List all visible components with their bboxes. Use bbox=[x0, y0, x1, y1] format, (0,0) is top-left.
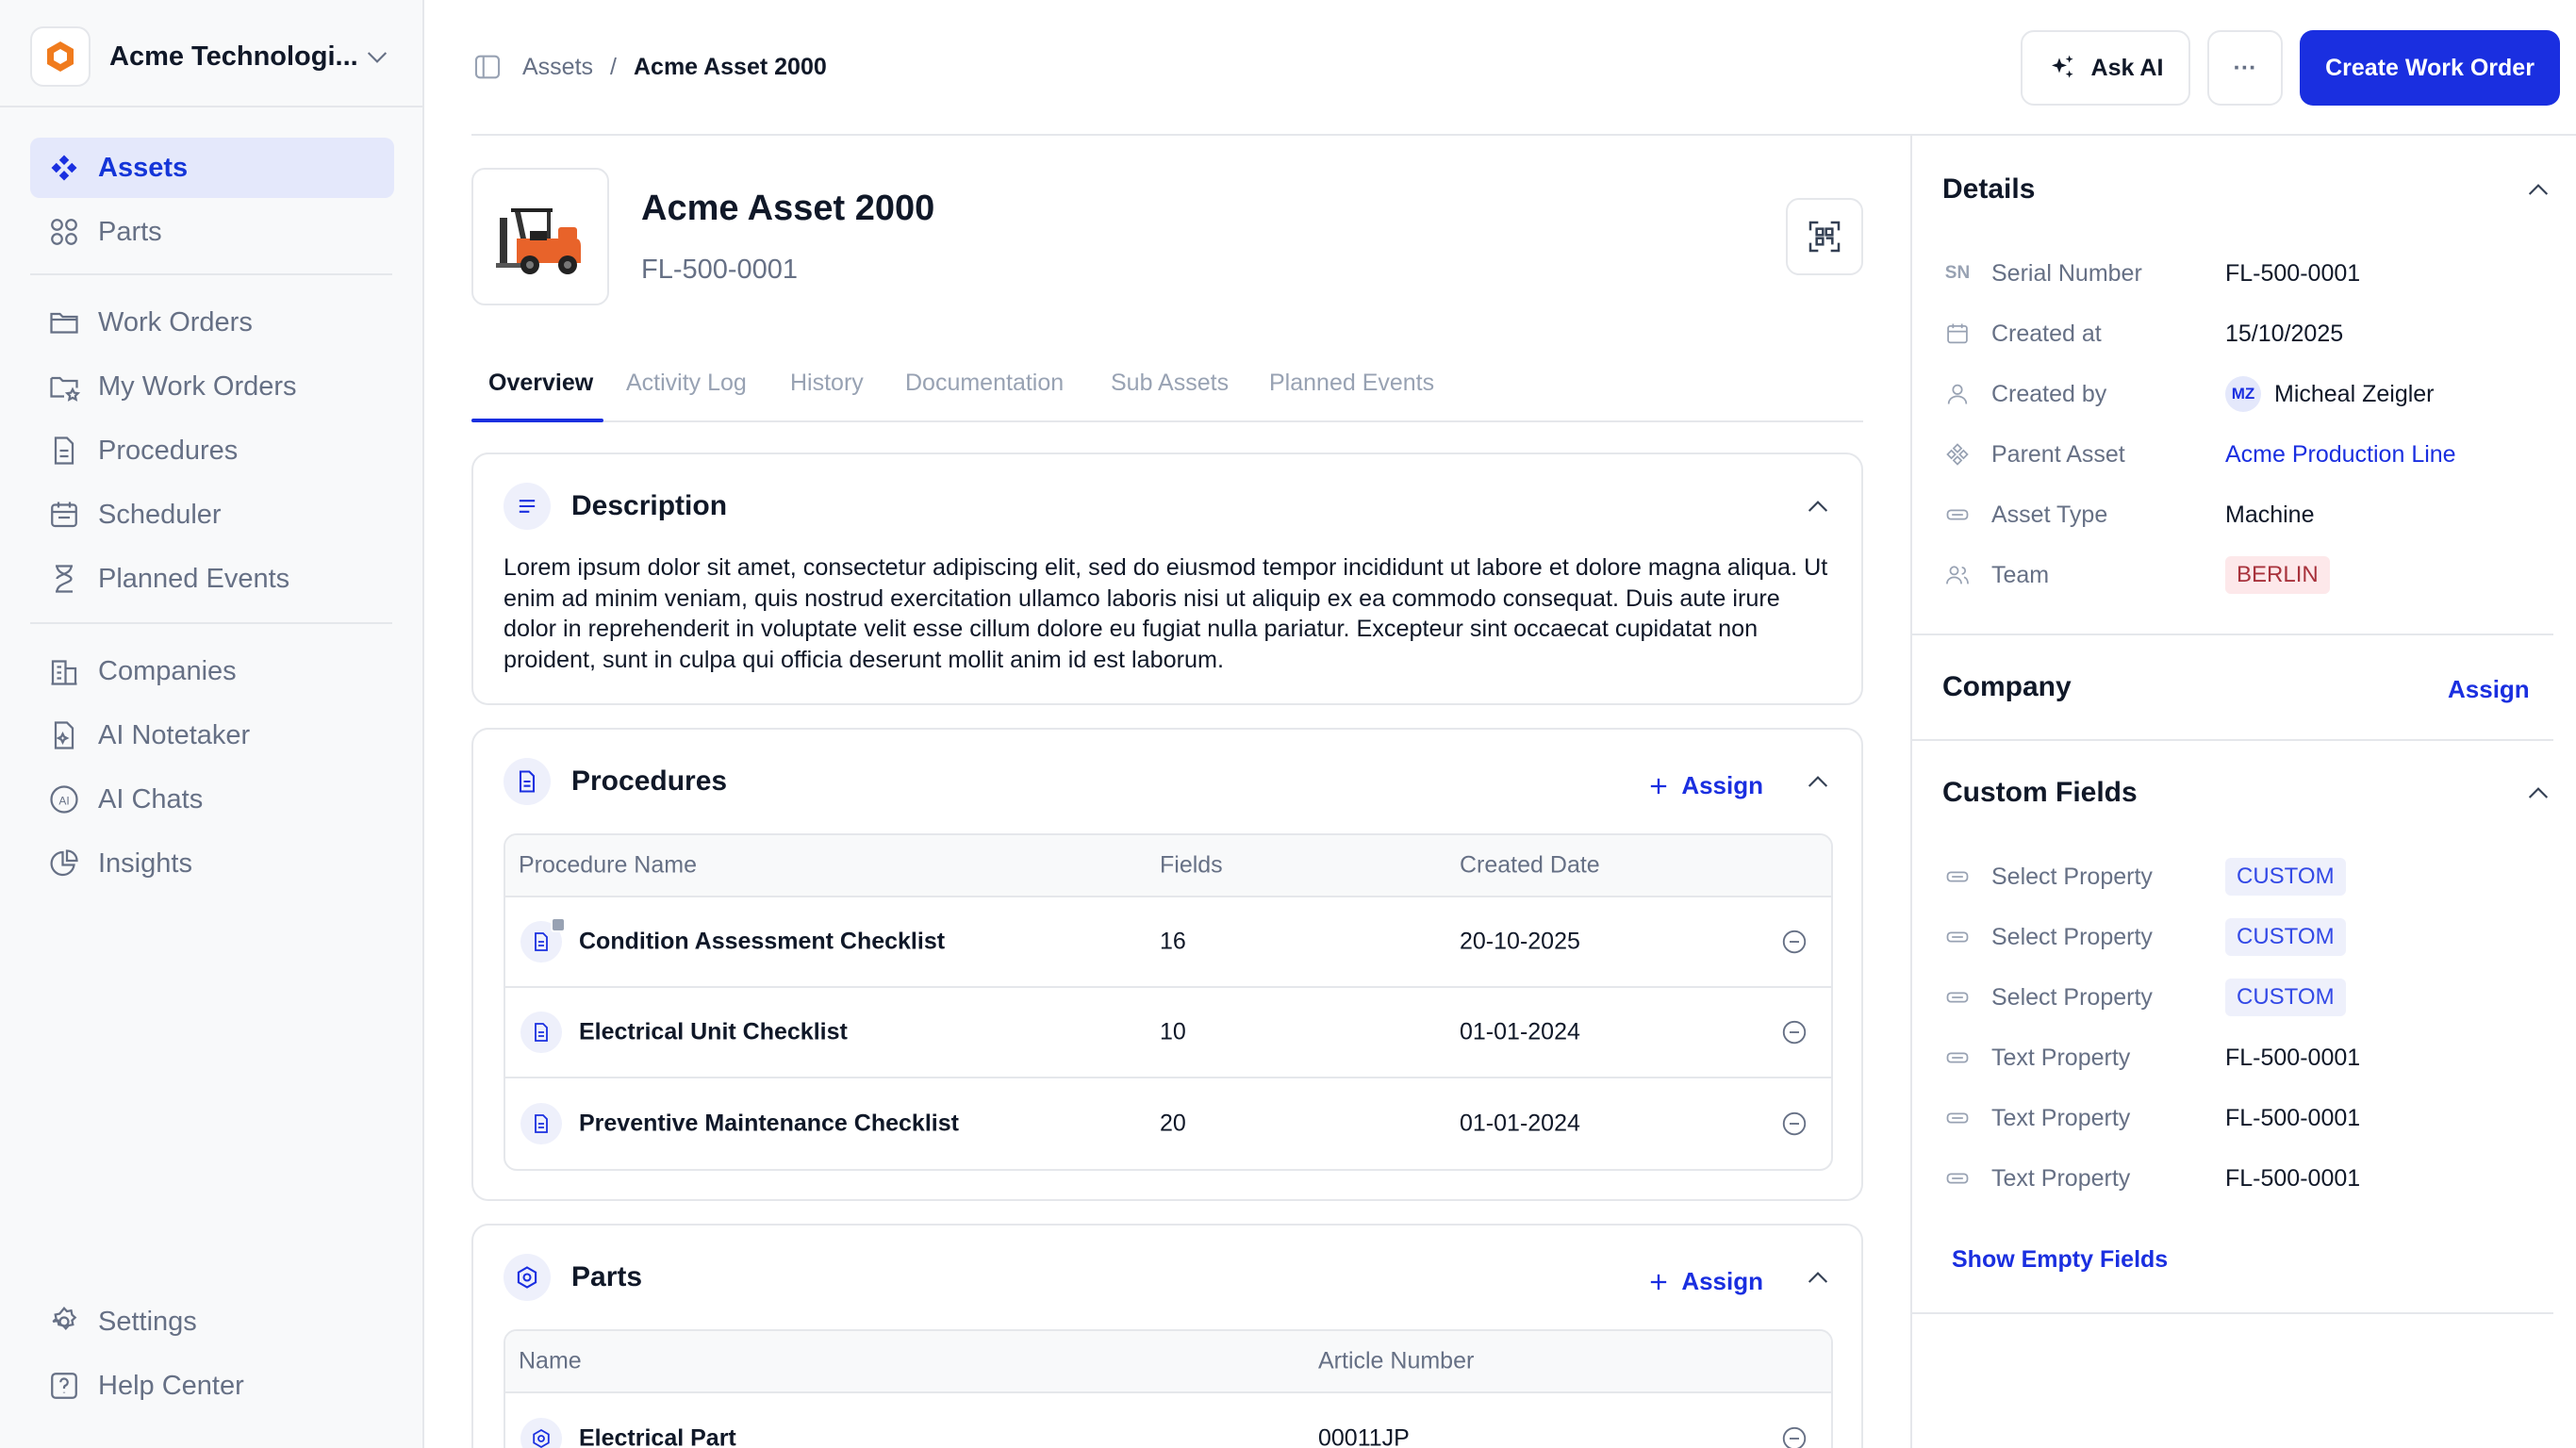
header-divider bbox=[471, 134, 1914, 136]
detail-team bbox=[1942, 556, 2546, 594]
breadcrumb bbox=[471, 51, 827, 83]
tab-bar bbox=[471, 358, 1863, 422]
detail-created-by bbox=[1942, 375, 2546, 413]
table-row[interactable] bbox=[505, 1078, 1831, 1169]
sidebar-item-label: Procedures bbox=[98, 435, 239, 466]
detail-label: Created by bbox=[1991, 380, 2107, 407]
remove-circle-icon[interactable] bbox=[1780, 1018, 1808, 1046]
custom-field-row bbox=[1942, 979, 2546, 1016]
more-options-button[interactable] bbox=[2207, 30, 2283, 106]
parts-icon bbox=[47, 215, 81, 249]
sidebar-item-companies[interactable] bbox=[30, 641, 394, 701]
breadcrumb-current: Acme Asset 2000 bbox=[633, 53, 827, 80]
tab-planned-events[interactable]: Planned Events bbox=[1269, 370, 1435, 396]
procedure-name: Condition Assessment Checklist bbox=[579, 928, 946, 955]
remove-circle-icon[interactable] bbox=[1780, 1424, 1808, 1448]
parts-header bbox=[504, 1254, 642, 1301]
more-icon: ··· bbox=[2233, 54, 2257, 81]
company-logo bbox=[30, 26, 91, 87]
table-row[interactable] bbox=[505, 897, 1831, 988]
tab-history[interactable]: History bbox=[790, 370, 864, 396]
column-article-number: Article Number bbox=[1318, 1347, 1475, 1374]
procedure-icon-wrap bbox=[520, 921, 562, 963]
top-bar bbox=[471, 0, 2576, 136]
detail-value[interactable]: Micheal Zeigler bbox=[2274, 380, 2435, 407]
text-lines-icon bbox=[514, 493, 540, 519]
team-icon bbox=[1942, 562, 1973, 588]
svg-text:AI: AI bbox=[58, 794, 70, 808]
column-fields: Fields bbox=[1160, 851, 1223, 879]
badge-dot-icon bbox=[551, 917, 566, 932]
custom-field-value: FL-500-0001 bbox=[2225, 1104, 2361, 1131]
document-icon bbox=[530, 1021, 553, 1044]
tag-icon bbox=[1942, 1105, 1973, 1131]
custom-field-row bbox=[1942, 1160, 2546, 1197]
team-badge: BERLIN bbox=[2225, 556, 2330, 594]
breadcrumb-assets[interactable]: Assets bbox=[522, 53, 594, 80]
sidebar-item-label: Companies bbox=[98, 655, 237, 686]
part-icon-wrap bbox=[520, 1418, 562, 1448]
procedure-name: Electrical Unit Checklist bbox=[579, 1018, 848, 1045]
tab-overview[interactable]: Overview bbox=[488, 370, 594, 396]
qr-code-button[interactable] bbox=[1786, 198, 1863, 275]
tab-documentation[interactable]: Documentation bbox=[905, 370, 1065, 396]
description-title: Description bbox=[571, 490, 728, 521]
assets-icon bbox=[47, 151, 81, 185]
panel-divider bbox=[1912, 1312, 2553, 1314]
parts-card bbox=[471, 1224, 1863, 1448]
plus-icon bbox=[1645, 1269, 1672, 1295]
table-row[interactable] bbox=[505, 988, 1831, 1078]
procedure-icon-wrap bbox=[520, 1012, 562, 1053]
sparkle-icon bbox=[2048, 53, 2078, 83]
hourglass-icon bbox=[47, 562, 81, 596]
tag-icon bbox=[1942, 1045, 1973, 1071]
forklift-icon bbox=[488, 189, 592, 284]
sidebar-divider bbox=[30, 622, 392, 624]
procedure-fields: 16 bbox=[1160, 928, 1186, 955]
asset-title: Acme Asset 2000 bbox=[641, 189, 935, 228]
procedures-icon-wrap bbox=[504, 758, 551, 805]
document-icon bbox=[47, 434, 81, 468]
custom-field-chip: CUSTOM bbox=[2225, 858, 2346, 896]
parts-table bbox=[504, 1329, 1833, 1448]
document-icon bbox=[530, 930, 553, 953]
detail-label: Team bbox=[1991, 561, 2050, 588]
asset-image bbox=[471, 168, 609, 305]
help-icon bbox=[47, 1369, 81, 1403]
parent-asset-link[interactable]: Acme Production Line bbox=[2225, 440, 2456, 468]
custom-field-value: FL-500-0001 bbox=[2225, 1044, 2361, 1071]
custom-field-label: Text Property bbox=[1991, 1104, 2131, 1131]
sidebar-item-my-work-orders[interactable] bbox=[30, 356, 394, 417]
sidebar-item-insights[interactable] bbox=[30, 833, 394, 894]
procedure-fields: 20 bbox=[1160, 1110, 1186, 1137]
table-header bbox=[505, 835, 1831, 897]
sidebar-item-label: AI Notetaker bbox=[98, 719, 251, 750]
sidebar-item-label: Scheduler bbox=[98, 499, 222, 530]
procedure-name: Preventive Maintenance Checklist bbox=[579, 1110, 959, 1137]
collapse-chevron-up-icon[interactable] bbox=[2523, 779, 2553, 809]
detail-value: FL-500-0001 bbox=[2225, 259, 2361, 287]
sidebar-item-scheduler[interactable] bbox=[30, 485, 394, 545]
collapse-chevron-up-icon[interactable] bbox=[2523, 175, 2553, 206]
custom-field-label: Select Property bbox=[1991, 923, 2153, 950]
procedures-assign-button[interactable] bbox=[1645, 771, 1763, 800]
tag-icon bbox=[1942, 984, 1973, 1011]
tag-icon bbox=[1942, 924, 1973, 950]
sidebar-item-assets[interactable] bbox=[30, 138, 394, 198]
qr-code-icon bbox=[1806, 218, 1843, 255]
asset-header bbox=[471, 168, 1863, 307]
show-empty-fields-link[interactable]: Show Empty Fields bbox=[1952, 1246, 2169, 1273]
sidebar-item-help-center[interactable] bbox=[30, 1356, 394, 1416]
sn-icon: SN bbox=[1944, 263, 1971, 283]
custom-field-chip: CUSTOM bbox=[2225, 979, 2346, 1016]
sidebar-item-label: Work Orders bbox=[98, 306, 253, 337]
calendar-icon bbox=[47, 498, 81, 532]
detail-label: Asset Type bbox=[1991, 501, 2108, 528]
sidebar-item-label: Assets bbox=[98, 152, 189, 183]
create-work-order-button[interactable] bbox=[2300, 30, 2560, 106]
sidebar-item-label: Planned Events bbox=[98, 563, 290, 594]
tag-icon bbox=[1942, 1165, 1973, 1192]
table-row[interactable] bbox=[505, 1393, 1831, 1448]
tag-icon bbox=[1942, 864, 1973, 890]
collapse-chevron-up-icon[interactable] bbox=[1803, 492, 1833, 522]
parts-icon-wrap bbox=[504, 1254, 551, 1301]
procedure-date: 20-10-2025 bbox=[1460, 928, 1580, 955]
custom-field-row bbox=[1942, 1039, 2546, 1077]
custom-fields-title: Custom Fields bbox=[1942, 777, 2138, 808]
sidebar-item-parts[interactable] bbox=[30, 202, 394, 262]
table-header bbox=[505, 1331, 1831, 1393]
panel-divider bbox=[1912, 634, 2553, 635]
detail-serial-number bbox=[1942, 255, 2546, 292]
custom-field-label: Select Property bbox=[1991, 863, 2153, 890]
folder-icon bbox=[47, 305, 81, 339]
sidebar bbox=[0, 0, 424, 1448]
details-title: Details bbox=[1942, 173, 2036, 205]
sidebar-item-procedures[interactable] bbox=[30, 420, 394, 481]
column-procedure-name: Procedure Name bbox=[519, 851, 697, 879]
calendar-icon bbox=[1942, 321, 1973, 347]
sidebar-divider bbox=[30, 273, 392, 275]
company-assign-button[interactable]: Assign bbox=[2448, 675, 2530, 703]
procedure-date: 01-01-2024 bbox=[1460, 1018, 1580, 1045]
company-name: Acme Technologi... bbox=[109, 41, 358, 72]
procedures-card bbox=[471, 728, 1863, 1201]
sidebar-item-work-orders[interactable] bbox=[30, 292, 394, 353]
active-tab-indicator bbox=[471, 419, 603, 422]
description-card bbox=[471, 452, 1863, 705]
ai-note-icon bbox=[47, 718, 81, 752]
procedure-fields: 10 bbox=[1160, 1018, 1186, 1045]
gear-icon bbox=[47, 1305, 81, 1339]
procedures-title: Procedures bbox=[571, 765, 728, 797]
ask-ai-label: Ask AI bbox=[2090, 54, 2164, 81]
breadcrumb-separator: / bbox=[610, 53, 617, 80]
custom-field-label: Text Property bbox=[1991, 1044, 2131, 1071]
sidebar-item-settings[interactable] bbox=[30, 1292, 394, 1352]
sidebar-item-label: My Work Orders bbox=[98, 370, 297, 402]
custom-field-row bbox=[1942, 858, 2546, 896]
procedure-date: 01-01-2024 bbox=[1460, 1110, 1580, 1137]
chevron-down-icon bbox=[362, 41, 392, 72]
custom-field-label: Select Property bbox=[1991, 983, 2153, 1011]
sidebar-item-ai-notetaker[interactable] bbox=[30, 705, 394, 765]
custom-field-row bbox=[1942, 1099, 2546, 1137]
custom-field-label: Text Property bbox=[1991, 1164, 2131, 1192]
asset-code: FL-500-0001 bbox=[641, 255, 799, 285]
detail-created-at bbox=[1942, 315, 2546, 353]
details-panel bbox=[1910, 134, 2576, 1448]
tab-activity-log[interactable]: Activity Log bbox=[626, 370, 747, 396]
detail-label: Serial Number bbox=[1991, 259, 2142, 287]
create-work-order-label: Create Work Order bbox=[2325, 54, 2535, 81]
tag-icon bbox=[1942, 502, 1973, 528]
sidebar-item-label: Insights bbox=[98, 847, 192, 879]
part-article-number: 00011JP bbox=[1318, 1424, 1410, 1448]
document-icon bbox=[530, 1112, 553, 1135]
hexagon-part-icon bbox=[514, 1264, 540, 1291]
part-name: Electrical Part bbox=[579, 1424, 736, 1448]
sidebar-divider bbox=[0, 106, 422, 107]
detail-value: Machine bbox=[2225, 501, 2315, 528]
folder-star-icon bbox=[47, 370, 81, 403]
remove-circle-icon[interactable] bbox=[1780, 928, 1808, 956]
column-created-date: Created Date bbox=[1460, 851, 1600, 879]
sidebar-item-planned-events[interactable] bbox=[30, 549, 394, 609]
custom-field-row bbox=[1942, 918, 2546, 956]
detail-label: Created at bbox=[1991, 320, 2102, 347]
document-icon bbox=[514, 768, 540, 795]
collapse-chevron-up-icon[interactable] bbox=[1803, 767, 1833, 798]
sidebar-item-label: Help Center bbox=[98, 1370, 244, 1401]
building-icon bbox=[47, 654, 81, 688]
tab-sub-assets[interactable]: Sub Assets bbox=[1111, 370, 1230, 396]
company-switcher[interactable] bbox=[30, 26, 392, 87]
ask-ai-button[interactable] bbox=[2021, 30, 2190, 106]
parts-assign-button[interactable] bbox=[1645, 1267, 1763, 1296]
sidebar-item-label: Settings bbox=[98, 1306, 197, 1337]
assign-label: Assign bbox=[1681, 771, 1763, 799]
chart-pie-icon bbox=[47, 847, 81, 880]
company-title: Company bbox=[1942, 671, 2072, 702]
detail-value: 15/10/2025 bbox=[2225, 320, 2344, 347]
custom-field-chip: CUSTOM bbox=[2225, 918, 2346, 956]
custom-field-value: FL-500-0001 bbox=[2225, 1164, 2361, 1192]
sidebar-item-label: Parts bbox=[98, 216, 162, 247]
ai-chat-icon bbox=[47, 782, 81, 816]
avatar: MZ bbox=[2225, 376, 2261, 412]
procedure-icon-wrap bbox=[520, 1103, 562, 1144]
assign-label: Assign bbox=[1681, 1267, 1763, 1295]
remove-circle-icon[interactable] bbox=[1780, 1110, 1808, 1138]
panel-divider bbox=[1912, 739, 2553, 741]
sidebar-item-ai-chats[interactable] bbox=[30, 769, 394, 830]
detail-label: Parent Asset bbox=[1991, 440, 2125, 468]
hexagon-part-icon bbox=[530, 1427, 553, 1448]
sidebar-item-label: AI Chats bbox=[98, 783, 204, 814]
description-text: Lorem ipsum dolor sit amet, consectetur adipiscing elit, sed do eiusmod tempor incididunt ut labore et dolore magna aliqua. Ut enim ad minim veniam, quis nostrud exercitation ullamco laboris nisi ut aliquip ex ea commodo consequat. Duis aute irure dolor in reprehenderit in voluptate velit esse cillum dolore eu fugiat nulla pariatur. Excepteur sint occaecat cupidatat non proident, sunt in culpa qui officia deserunt mollit anim id est laborum. bbox=[504, 554, 1828, 673]
user-icon bbox=[1942, 381, 1973, 407]
procedures-header bbox=[504, 758, 727, 805]
plus-icon bbox=[1645, 773, 1672, 799]
description-header bbox=[504, 483, 727, 530]
sidebar-toggle-icon[interactable] bbox=[471, 51, 504, 83]
detail-asset-type bbox=[1942, 496, 2546, 534]
assets-icon bbox=[1942, 441, 1973, 468]
procedures-table bbox=[504, 833, 1833, 1171]
detail-parent-asset bbox=[1942, 436, 2546, 473]
description-icon-wrap bbox=[504, 483, 551, 530]
collapse-chevron-up-icon[interactable] bbox=[1803, 1263, 1833, 1293]
column-name: Name bbox=[519, 1347, 582, 1374]
parts-title: Parts bbox=[571, 1261, 643, 1292]
